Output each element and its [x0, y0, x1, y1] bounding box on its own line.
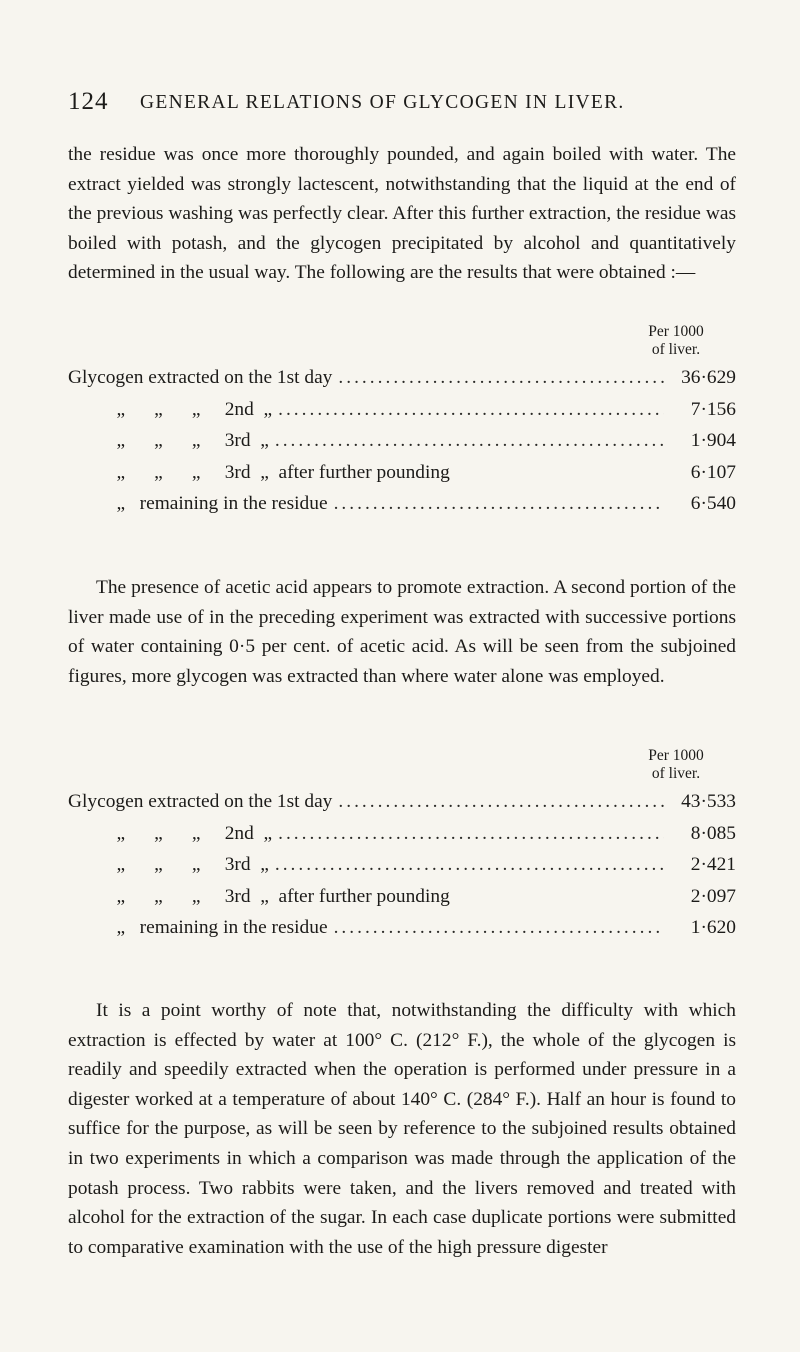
paragraph-high-pressure-digester: It is a point worthy of note that, notwithstanding the difficulty with which extraction is effected by water at 100° C. (212° F.), the whole of the glycogen is readily and speedily extracted when the operation is performed under pressure in a digester worked at a temperature of about 140° C. (284° F.). Half an hour is found to suffice for the purpose, as will be seen by reference to the subjoined results obtained in two experiments in which a comparison was made through the application of the potash process. Two rabbits were taken, and the livers removed and treated with alcohol for the extraction of the sugar. In each case duplicate portions were submitted to comparative examination with the use of the high pressure digester: [68, 1000, 736, 1258]
paragraph-residue-extraction: the residue was once more thoroughly pounded, and again boiled with water. The extract yielded was strongly lactescent, notwithstanding that the liquid at the end of the previous washing was perfectly clear. After this further extraction, the residue was boiled with potash, and the glycogen precipitated by alcohol and quantitatively determined in the usual way. The following are the results that were obtained :—: [68, 144, 736, 284]
table-row: [68, 426, 736, 455]
dot-leader: [275, 426, 664, 455]
row-label: Glycogen extracted on the 1st day: [68, 367, 333, 388]
unit-header-line1: Per 1000: [648, 323, 704, 340]
page-header: [68, 88, 740, 124]
row-value: 1·904: [690, 430, 736, 451]
running-title: GENERAL RELATIONS OF GLYCOGEN IN LIVER.: [140, 92, 625, 113]
table-row: [68, 395, 736, 424]
row-value: 6·107: [690, 462, 736, 483]
table-row: [68, 363, 736, 392]
row-label: Glycogen extracted on the 1st day: [68, 791, 333, 812]
row-label: „ remaining in the residue: [68, 917, 328, 938]
row-label: „ „ „ 3rd „: [68, 854, 269, 875]
row-value: 43·533: [681, 791, 736, 812]
dot-leader: [275, 850, 664, 879]
unit-header-line1: Per 1000: [648, 747, 704, 764]
row-value: 7·156: [690, 399, 736, 420]
unit-header: [616, 323, 736, 359]
table-row: [68, 882, 736, 911]
row-label: „ remaining in the residue: [68, 493, 328, 514]
table-row: [68, 913, 736, 942]
table-row: [68, 850, 736, 879]
dot-leader: [334, 913, 664, 942]
unit-header-line2: of liver.: [651, 765, 701, 782]
row-label: „ „ „ 3rd „: [68, 430, 269, 451]
table-row: [68, 787, 736, 816]
paragraph-acetic-acid: The presence of acetic acid appears to promote extraction. A second portion of the liver made use of in the preceding experiment was extracted with successive portions of water containing 0·5 per cent. of acetic acid. As will be seen from the subjoined figures, more glycogen was extracted than where water alone was employed.: [68, 577, 736, 687]
table-row: [68, 458, 736, 487]
dot-leader: [334, 489, 664, 518]
row-value: 6·540: [690, 493, 736, 514]
row-label: „ „ „ 2nd „: [68, 823, 273, 844]
row-label: „ „ „ 3rd „ after further pounding: [68, 462, 450, 483]
row-value: 2·097: [690, 886, 736, 907]
row-label: „ „ „ 3rd „ after further pounding: [68, 886, 450, 907]
dot-leader: [338, 363, 664, 392]
table-row: [68, 489, 736, 518]
unit-header-line2: of liver.: [651, 341, 701, 358]
row-value: 1·620: [690, 917, 736, 938]
unit-header: [616, 747, 736, 783]
row-value: 8·085: [690, 823, 736, 844]
dot-leader: [278, 395, 664, 424]
page-number: 124: [68, 88, 109, 115]
table-row: [68, 819, 736, 848]
row-value: 36·629: [681, 367, 736, 388]
dot-leader: [278, 819, 664, 848]
dot-leader: [338, 787, 664, 816]
row-value: 2·421: [690, 854, 736, 875]
row-label: „ „ „ 2nd „: [68, 399, 273, 420]
